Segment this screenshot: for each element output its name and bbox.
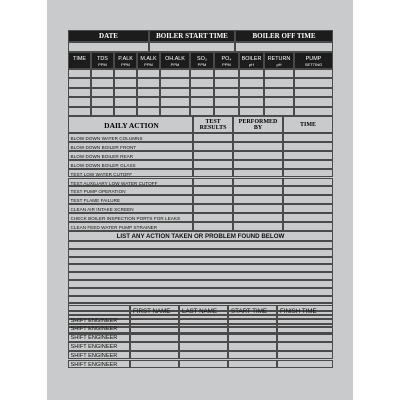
shift-column-label: FIRST NAME [133,307,171,315]
time-cell[interactable] [283,204,333,213]
reading-cell[interactable] [294,97,333,106]
reading-cell[interactable] [190,107,214,116]
reading-cell[interactable] [239,78,264,87]
shift-engineer-label: SHIFT ENGINEER [70,317,118,324]
shift-corner-cell [68,305,130,315]
shift-entry-cell[interactable] [179,324,228,333]
reading-column-header [68,52,91,69]
reading-cell[interactable] [160,69,190,78]
reading-column-header [91,52,114,69]
daily-action-row [68,160,193,169]
daily-action-label: BLOW DOWN BOILER REAR [70,153,134,159]
shift-entry-cell[interactable] [179,342,228,351]
shift-entry-cell[interactable] [179,360,228,369]
reading-column-unit: PPM [144,62,153,67]
boiler-start-time-header [149,30,235,42]
reading-cell[interactable] [264,107,294,116]
time-cell[interactable] [283,178,333,187]
reading-cell[interactable] [190,69,214,78]
reading-cell[interactable] [190,97,214,106]
performed-by-cell[interactable] [233,151,283,160]
test-results-header: TEST RESULTS [193,116,233,133]
performed-by-header: PERFORMED BY [233,116,283,133]
time-cell[interactable] [283,151,333,160]
reading-cell[interactable] [91,88,114,97]
daily-action-label: BLOW DOWN WATER COLUMNS [70,136,143,141]
boiler-log-sheet [47,0,353,400]
daily-action-row [68,151,193,160]
test-results-cell[interactable] [193,178,233,187]
daily-action-label: TEST LOW WATER CUTOFF [70,171,133,177]
shift-entry-cell[interactable] [277,315,333,324]
reading-cell[interactable] [160,88,190,97]
reading-cell[interactable] [264,97,294,106]
reading-column-unit: PPM [98,62,107,67]
problem-line[interactable] [68,296,333,304]
time-cell[interactable] [283,195,333,204]
time-cell[interactable] [283,169,333,178]
problem-line[interactable] [68,264,333,272]
reading-cell[interactable] [239,107,264,116]
boiler-off-time-label: BOILER OFF TIME [252,32,316,40]
reading-column-name: P.ALK [118,56,133,62]
shift-engineer-row-label [68,351,130,360]
daily-action-row [68,222,193,231]
shift-entry-cell[interactable] [228,342,277,351]
reading-column-name: PUMP [305,56,322,62]
test-results-cell[interactable] [193,222,233,231]
reading-cell[interactable] [294,78,333,87]
daily-action-header [68,116,193,133]
boiler-off-time-field[interactable] [235,42,333,52]
reading-cell[interactable] [264,78,294,87]
reading-column-header [239,52,264,69]
time-cell[interactable] [283,160,333,169]
shift-entry-cell[interactable] [130,333,179,342]
shift-entry-cell[interactable] [130,315,179,324]
daily-action-label: CHECK BOILER INSPECTION PORTS FOR LEAKS [70,216,181,222]
shift-column-header [228,305,277,315]
reading-cell[interactable] [214,88,239,97]
reading-cell[interactable] [264,69,294,78]
daily-action-label: TEST PUMP OPERATION [70,189,126,195]
problems-title: LIST ANY ACTION TAKEN OR PROBLEM FOUND BELOW [68,231,333,241]
reading-cell[interactable] [214,107,239,116]
daily-action-row [68,169,193,178]
boiler-start-time-label: BOILER START TIME [156,32,228,40]
reading-cell[interactable] [68,69,91,78]
reading-cell[interactable] [68,88,91,97]
reading-column-name: RETURN [267,56,291,62]
reading-cell[interactable] [214,78,239,87]
reading-column-unit: PPM [170,62,180,67]
time-cell[interactable] [283,186,333,195]
reading-cell[interactable] [137,78,160,87]
performed-by-cell[interactable] [233,213,283,222]
reading-cell[interactable] [264,88,294,97]
problem-line[interactable] [68,241,333,249]
date-label: DATE [99,32,118,40]
reading-column-unit: PPM [121,62,130,67]
reading-column-name: TIME [73,56,86,62]
shift-entry-cell[interactable] [130,342,179,351]
shift-entry-cell[interactable] [277,351,333,360]
reading-cell[interactable] [214,69,239,78]
reading-cell[interactable] [114,69,137,78]
reading-column-header [264,52,294,69]
daily-action-label: TEST AUXILIARY LOW WATER CUTOFF [70,180,158,186]
reading-cell[interactable] [239,88,264,97]
reading-column-header [190,52,214,69]
problem-line[interactable] [68,249,333,257]
shift-engineer-row-label [68,342,130,351]
shift-entry-cell[interactable] [179,351,228,360]
time-cell[interactable] [283,133,333,142]
performed-by-cell[interactable] [233,160,283,169]
reading-cell[interactable] [114,88,137,97]
reading-cell[interactable] [137,69,160,78]
problem-line[interactable] [68,288,333,296]
shift-engineer-row-label [68,324,130,333]
reading-cell[interactable] [114,97,137,106]
shift-column-label: START TIME [231,307,267,315]
time-cell[interactable] [283,142,333,151]
reading-column-header [214,52,239,69]
shift-entry-cell[interactable] [228,351,277,360]
shift-entry-cell[interactable] [277,342,333,351]
shift-entry-cell[interactable] [130,360,179,369]
reading-cell[interactable] [91,107,114,116]
shift-engineer-row-label [68,333,130,342]
reading-column-header [160,52,190,69]
daily-action-row [68,213,193,222]
reading-cell[interactable] [190,88,214,97]
reading-cell[interactable] [68,107,91,116]
time-header: TIME [283,116,333,133]
reading-cell[interactable] [294,107,333,116]
shift-column-header [130,305,179,315]
reading-column-header [137,52,160,69]
date-header [68,30,149,42]
reading-column-name: SO₃ [197,56,207,62]
reading-cell[interactable] [160,78,190,87]
daily-action-row [68,204,193,213]
date-field[interactable] [68,42,149,52]
test-results-cell[interactable] [193,204,233,213]
boiler-off-time-header [235,30,333,42]
reading-cell[interactable] [294,88,333,97]
reading-column-name: OH.ALK [165,56,185,62]
shift-engineer-label: SHIFT ENGINEER [70,335,118,342]
performed-by-cell[interactable] [233,222,283,231]
shift-engineer-label: SHIFT ENGINEER [70,344,118,351]
reading-column-name: PO₄ [221,56,232,62]
shift-entry-cell[interactable] [277,333,333,342]
daily-action-row [68,186,193,195]
performed-by-cell[interactable] [233,178,283,187]
daily-action-row [68,195,193,204]
shift-entry-cell[interactable] [228,333,277,342]
shift-entry-cell[interactable] [228,360,277,369]
reading-cell[interactable] [239,97,264,106]
reading-column-name: TDS [97,56,108,62]
problem-line[interactable] [68,257,333,265]
reading-cell[interactable] [214,97,239,106]
daily-action-label: CLEAN FEED WATER PUMP STRAINER [70,225,158,230]
problem-line[interactable] [68,280,333,288]
reading-column-unit: pH [276,62,282,67]
problem-line[interactable] [68,272,333,280]
performed-by-cell[interactable] [233,169,283,178]
test-results-cell[interactable] [193,151,233,160]
performed-by-cell[interactable] [233,142,283,151]
shift-engineer-label: SHIFT ENGINEER [70,326,118,333]
reading-cell[interactable] [160,107,190,116]
reading-cell[interactable] [114,107,137,116]
reading-cell[interactable] [68,97,91,106]
reading-column-unit: pH [248,62,255,67]
daily-action-row [68,178,193,187]
reading-cell[interactable] [160,97,190,106]
performed-by-cell[interactable] [233,204,283,213]
daily-action-row [68,142,193,151]
shift-entry-cell[interactable] [179,315,228,324]
reading-cell[interactable] [68,78,91,87]
reading-cell[interactable] [294,69,333,78]
test-results-cell[interactable] [193,160,233,169]
reading-cell[interactable] [91,69,114,78]
shift-entry-cell[interactable] [179,333,228,342]
shift-column-label: FINISH TIME [280,307,317,315]
shift-engineer-row-label [68,360,130,369]
shift-column-header [179,305,228,315]
test-results-cell[interactable] [193,142,233,151]
reading-column-unit: PPM [222,62,231,67]
shift-engineer-label: SHIFT ENGINEER [70,353,118,360]
reading-cell[interactable] [239,69,264,78]
test-results-cell[interactable] [193,195,233,204]
reading-column-unit: PPM [197,62,207,67]
shift-engineer-row-label [68,315,130,324]
shift-entry-cell[interactable] [130,324,179,333]
reading-cell[interactable] [137,97,160,106]
daily-action-label: TEST FLAME FAILURE [70,198,121,204]
daily-action-label: BLOW DOWN BOILER GLASS [70,162,136,168]
test-results-cell[interactable] [193,213,233,222]
reading-cell[interactable] [91,78,114,87]
shift-engineer-label: SHIFT ENGINEER [70,362,118,368]
reading-column-header [294,52,333,69]
boiler-start-time-field[interactable] [149,42,235,52]
shift-column-header [277,305,333,315]
reading-column-name: BOILER [241,56,262,62]
time-cell[interactable] [283,222,333,231]
reading-cell[interactable] [137,88,160,97]
test-results-cell[interactable] [193,133,233,142]
daily-action-row [68,133,193,142]
shift-column-label: LAST NAME [182,307,217,315]
reading-cell[interactable] [114,78,137,87]
shift-entry-cell[interactable] [228,315,277,324]
shift-entry-cell[interactable] [277,324,333,333]
reading-cell[interactable] [137,107,160,116]
daily-action-label: CLEAN AIR INTAKE SCREEN [70,207,134,213]
shift-entry-cell[interactable] [277,360,333,369]
daily-action-label: BLOW DOWN BOILER FRONT [70,144,137,150]
test-results-cell[interactable] [193,186,233,195]
reading-cell[interactable] [190,78,214,87]
reading-cell[interactable] [91,97,114,106]
reading-column-header [114,52,137,69]
time-cell[interactable] [283,213,333,222]
performed-by-cell[interactable] [233,195,283,204]
reading-column-name: M.ALK [140,56,157,62]
performed-by-cell[interactable] [233,186,283,195]
reading-column-unit: SETTING [304,62,323,67]
shift-entry-cell[interactable] [130,351,179,360]
test-results-cell[interactable] [193,169,233,178]
shift-entry-cell[interactable] [228,324,277,333]
daily-action-title: DAILY ACTION [104,121,159,130]
performed-by-cell[interactable] [233,133,283,142]
